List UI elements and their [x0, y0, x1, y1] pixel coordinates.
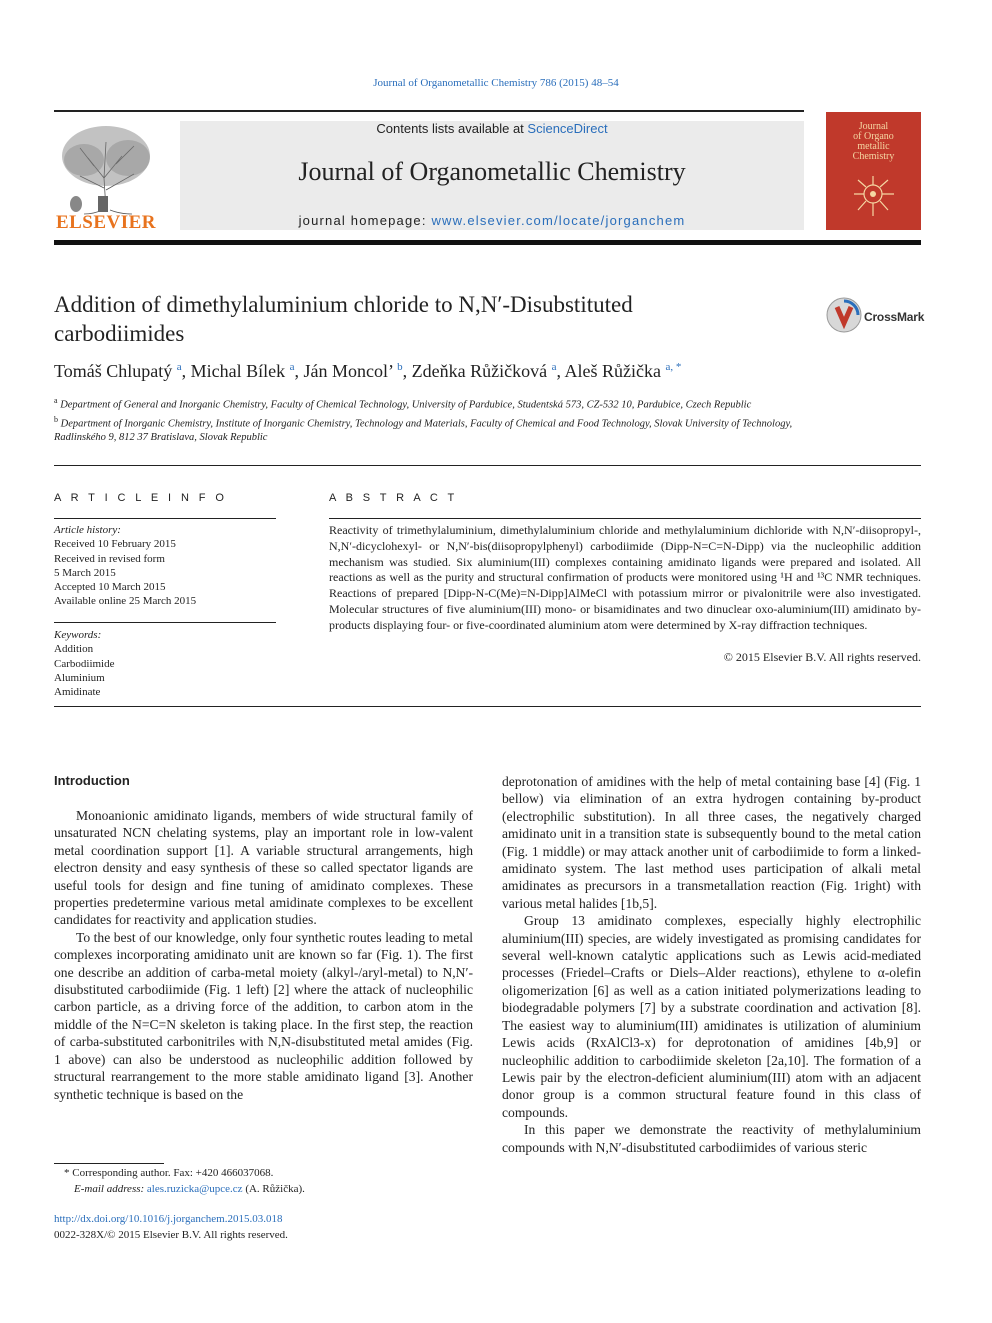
homepage-line — [180, 213, 804, 228]
paragraph: Group 13 amidinato complexes, especially highly electrophilic aluminium(III) species, are widely investigated as promising candidates for several well-known catalytic applications such as Lewis acid-mediated processes (Friedel–Crafts or Diels–Alder reactions), ethylene to α-olefin oligomerization [6] as well as a cation initiated polymerizations leading to biodegradable polymers [7] by a substrate coordination and activation [8]. The easiest way to aluminium(III) amidinates is utilization of aluminium Lewis acids (RxAlCl3-x) for deprotonation of amidines [4b,9] or nucleophilic addition to carbodiimide skeleton [2a,10]. The formation of a Lewis pair by the electron-deficient aluminium(III) atom with an adjacent donor group is a common structural feature found in this class of compounds. — [502, 913, 921, 1120]
cover-title — [826, 122, 921, 162]
cover-title-line: metallic — [857, 141, 890, 152]
keywords — [54, 628, 276, 699]
cover-molecule-icon — [846, 172, 901, 222]
masthead — [180, 121, 804, 230]
abstract-heading: A B S T R A C T — [329, 492, 458, 504]
email-link[interactable]: ales.ruzicka@upce.cz — [146, 1183, 243, 1195]
paragraph: deprotonation of amidines with the help of metal containing base [4] (Fig. 1 bellow) via elimination of an extra hydrogen containing by-product (electrophilic substitution). In all three cases, the negatively charged amidinato unit in a transition state is subsequently bound to the metal cation (Fig. 1 middle) or may attack another unit of carbodiimide to form a linked-amidinato system. The last method uses participation of alkali metal amidinates as precursors in a transmetallation reaction (Fig. 1right) with various metal halides [1b,5]. — [502, 774, 921, 911]
author[interactable]: Zdeňka Růžičková — [411, 361, 548, 381]
keyword: Carbodiimide — [54, 657, 115, 670]
article-info-rule — [54, 518, 276, 519]
cover-title-line: Journal — [858, 121, 889, 132]
issn-line: 0022-328X/© 2015 Elsevier B.V. All rights reserved. — [54, 1229, 288, 1241]
crossmark-label[interactable]: CrossMark — [864, 310, 925, 324]
title-line: carbodiimides — [54, 321, 185, 346]
history-revised-date: 5 March 2015 — [54, 566, 116, 579]
author[interactable]: Aleš Růžička — [564, 361, 661, 381]
body-column-right — [502, 773, 921, 1156]
keyword: Aluminium — [54, 671, 105, 684]
journal-cover-thumbnail[interactable] — [826, 112, 921, 230]
body-column-left — [54, 807, 473, 1103]
affiliation-label: b — [54, 414, 58, 424]
affiliation-text: Department of Inorganic Chemistry, Institute of Inorganic Chemistry, Technology and Materials, Faculty of Chemical and Food Technology, Slovak University of Technology, Radlinského 9, 812 37 Bratislava, Slovak Republic — [54, 418, 793, 443]
doi-block — [54, 1211, 474, 1243]
homepage-prefix: journal homepage: — [298, 213, 432, 228]
sciencedirect-link[interactable]: ScienceDirect — [527, 121, 608, 136]
section-heading-introduction: Introduction — [54, 773, 130, 788]
doi-link[interactable]: http://dx.doi.org/10.1016/j.jorganchem.2015.03.018 — [54, 1213, 283, 1225]
history-revised: Received in revised form — [54, 552, 165, 565]
title-line: Addition of dimethylaluminium chloride to N,N′-Disubstituted — [54, 292, 633, 317]
affiliation — [54, 413, 814, 446]
journal-reference[interactable]: Journal of Organometallic Chemistry 786 (2015) 48–54 — [373, 77, 619, 89]
journal-title: Journal of Organometallic Chemistry — [298, 157, 686, 186]
keywords-label: Keywords: — [54, 629, 102, 641]
keyword: Addition — [54, 643, 94, 656]
homepage-link[interactable]: www.elsevier.com/locate/jorganchem — [431, 213, 686, 228]
keywords-rule — [54, 622, 276, 623]
paragraph: In this paper we demonstrate the reactivity of methylaluminium compounds with N,N′-disubstituted carbodiimides of various steric — [502, 1122, 921, 1155]
cover-title-line: of Organo — [853, 131, 894, 142]
copyright-line: © 2015 Elsevier B.V. All rights reserved. — [723, 650, 921, 664]
paragraph: Monoanionic amidinato ligands, members of wide structural family of unsaturated NCN chelating systems, play an important role in low-valent metal coordination support [1]. A variable structural arrangements, high electron density and easy synthesis of these so called spectator ligands are useful tools for design and fine tuning of amidinato complexes. These properties predetermine various metal amidinate complexes to be excellent candidates for reactivity and application studies. — [54, 808, 473, 928]
author-affil-mark[interactable]: a — [289, 361, 295, 373]
affiliations — [54, 394, 814, 445]
author[interactable]: Ján Moncol’ — [303, 361, 393, 381]
email-suffix: (A. Růžička). — [242, 1183, 305, 1195]
author-affil-mark[interactable]: b — [397, 361, 403, 373]
author[interactable]: Tomáš Chlupatý — [54, 361, 173, 381]
header-rule — [54, 240, 921, 245]
abstract-rule — [329, 518, 921, 519]
history-online: Available online 25 March 2015 — [54, 595, 197, 608]
paragraph: To the best of our knowledge, only four synthetic routes leading to metal complexes incorporating amidinato unit are known so far (Fig. 1). The first one describe an addition of carba-metal moiety (alkyl-/aryl-metal) to N,N′-disubstituted carbodiimide (Fig. 1 left) [2] where the attack of nucleophilic carbon particle, as a driving force of the addition, to carbon atom in the middle of the N=C=N skeleton is taking place. In the first step, the reaction of carba-substituted carbonitriles with N,N-disubstituted metal amides (Fig. 1 above) can also be understood as nucleophilic addition followed by structural rearrangement to the more stable amidinato ligand [3]. Another synthetic technique is based on the — [54, 929, 473, 1102]
top-rule — [54, 110, 804, 112]
affiliation-text: Department of General and Inorganic Chemistry, Faculty of Chemical Technology, University of Pardubice, Studentská 573, CZ-532 10, Pardubice, Czech Republic — [60, 399, 752, 411]
abstract-text: Reactivity of trimethylaluminium, dimethylaluminium chloride and methylaluminium dichloride with N,N′-diisopropyl-, N,N′-dicyclohexyl- or N,N′-bis(diisopropylphenyl) carbodiimide (Dipp-N=C=N-Dipp) via the nucleophilic addition mechanism was studied. Six aluminium(III) complexes containing amidinato ligands were prepared and isolated. All reactions as well as the purity and structural confirmation of products were monitored using ¹H and ¹³C NMR techniques. Reactions of prepared [Dipp-N-C(Me)=N-Dipp]AlMeCl with potassium mirror or pivalonitrile were also investigated. Molecular structures of five aluminium(III) mono- or bisamidinates and two dinuclear oxo-aluminium(III) amidinato by-products displaying four- or five-coordinated aluminium atom were determined by X-ray diffraction techniques. — [329, 523, 921, 632]
author-affil-mark[interactable]: a — [551, 361, 557, 373]
author-affil-mark[interactable]: a, * — [665, 361, 682, 373]
cover-title-line: Chemistry — [852, 151, 895, 162]
email-label: E-mail address: — [74, 1183, 147, 1195]
history-received: Received 10 February 2015 — [54, 538, 176, 551]
elsevier-wordmark: ELSEVIER — [55, 212, 157, 233]
history-accepted: Accepted 10 March 2015 — [54, 581, 166, 594]
affiliation-rule — [54, 465, 921, 466]
article-info-heading: A R T I C L E I N F O — [54, 492, 228, 504]
contents-prefix: Contents lists available at — [376, 121, 528, 136]
footnote-rule — [54, 1163, 164, 1164]
keyword: Amidinate — [54, 686, 101, 699]
contents-line — [180, 121, 804, 136]
author-list: Tomáš Chlupatý $^a$, Michal Bílek $^a$, Ján Moncol’ $^b$, Zdeňka Růžičková $^a$, Aleš Růžička $^{a, *}$ — [54, 361, 682, 381]
affiliation — [54, 394, 814, 413]
author[interactable]: Michal Bílek — [190, 361, 286, 381]
footnote — [54, 1165, 474, 1197]
author-affil-mark[interactable]: a — [176, 361, 182, 373]
article-history — [54, 523, 276, 609]
front-matter-rule — [54, 706, 921, 707]
article-title — [54, 290, 794, 348]
corresponding-author-note: * Corresponding author. Fax: +420 466037068. — [64, 1167, 274, 1179]
affiliation-label: a — [54, 396, 58, 405]
history-label: Article history: — [54, 524, 121, 536]
